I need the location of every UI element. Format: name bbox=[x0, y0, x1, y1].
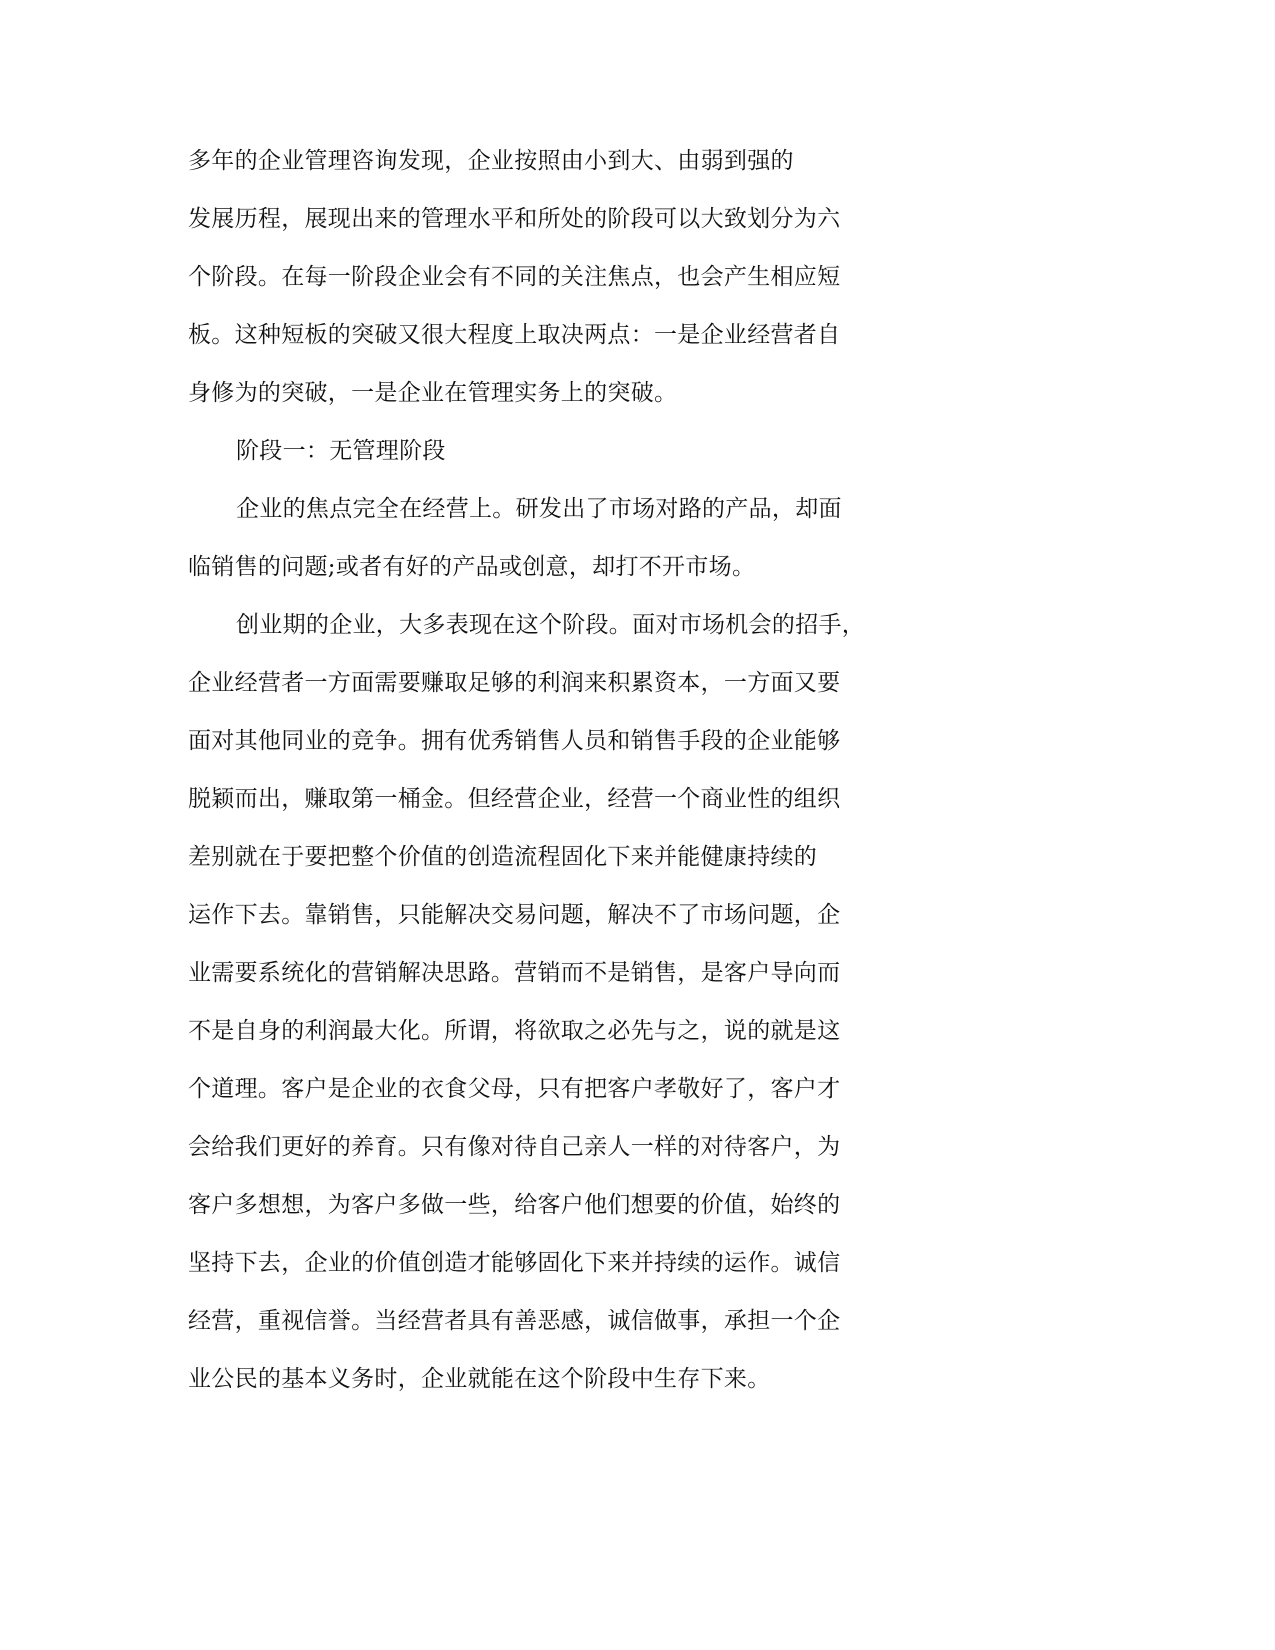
text-line: 企业的焦点完全在经营上。研发出了市场对路的产品，却面 bbox=[236, 496, 842, 522]
text-line: 不是自身的利润最大化。所谓，将欲取之必先与之，说的就是这 bbox=[188, 1018, 841, 1044]
text-line: 面对其他同业的竞争。拥有优秀销售人员和销售手段的企业能够 bbox=[188, 728, 841, 754]
text-line: 会给我们更好的养育。只有像对待自己亲人一样的对待客户，为 bbox=[188, 1134, 841, 1160]
text-line: 创业期的企业，大多表现在这个阶段。面对市场机会的招手， bbox=[236, 612, 866, 638]
section-heading: 阶段一：无管理阶段 bbox=[236, 438, 446, 464]
text-line: 差别就在于要把整个价值的创造流程固化下来并能健康持续的 bbox=[188, 844, 818, 870]
text-line: 业公民的基本义务时，企业就能在这个阶段中生存下来。 bbox=[188, 1366, 771, 1392]
text-line: 企业经营者一方面需要赚取足够的利润来积累资本，一方面又要 bbox=[188, 670, 841, 696]
text-line: 板。这种短板的突破又很大程度上取决两点：一是企业经营者自 bbox=[188, 322, 841, 348]
text-line: 经营，重视信誉。当经营者具有善恶感，诚信做事，承担一个企 bbox=[188, 1308, 841, 1334]
text-line: 个道理。客户是企业的衣食父母，只有把客户孝敬好了，客户才 bbox=[188, 1076, 841, 1102]
text-line: 运作下去。靠销售，只能解决交易问题，解决不了市场问题，企 bbox=[188, 902, 841, 928]
text-line: 个阶段。在每一阶段企业会有不同的关注焦点，也会产生相应短 bbox=[188, 264, 841, 290]
text-line: 脱颖而出，赚取第一桶金。但经营企业，经营一个商业性的组织 bbox=[188, 786, 841, 812]
text-line: 临销售的问题;或者有好的产品或创意，却打不开市场。 bbox=[188, 554, 756, 580]
text-line: 业需要系统化的营销解决思路。营销而不是销售，是客户导向而 bbox=[188, 960, 841, 986]
text-line: 坚持下去，企业的价值创造才能够固化下来并持续的运作。诚信 bbox=[188, 1250, 841, 1276]
text-line: 客户多想想，为客户多做一些，给客户他们想要的价值，始终的 bbox=[188, 1192, 841, 1218]
text-line: 身修为的突破，一是企业在管理实务上的突破。 bbox=[188, 380, 678, 406]
text-line: 多年的企业管理咨询发现，企业按照由小到大、由弱到强的 bbox=[188, 148, 794, 174]
text-line: 发展历程，展现出来的管理水平和所处的阶段可以大致划分为六 bbox=[188, 206, 841, 232]
